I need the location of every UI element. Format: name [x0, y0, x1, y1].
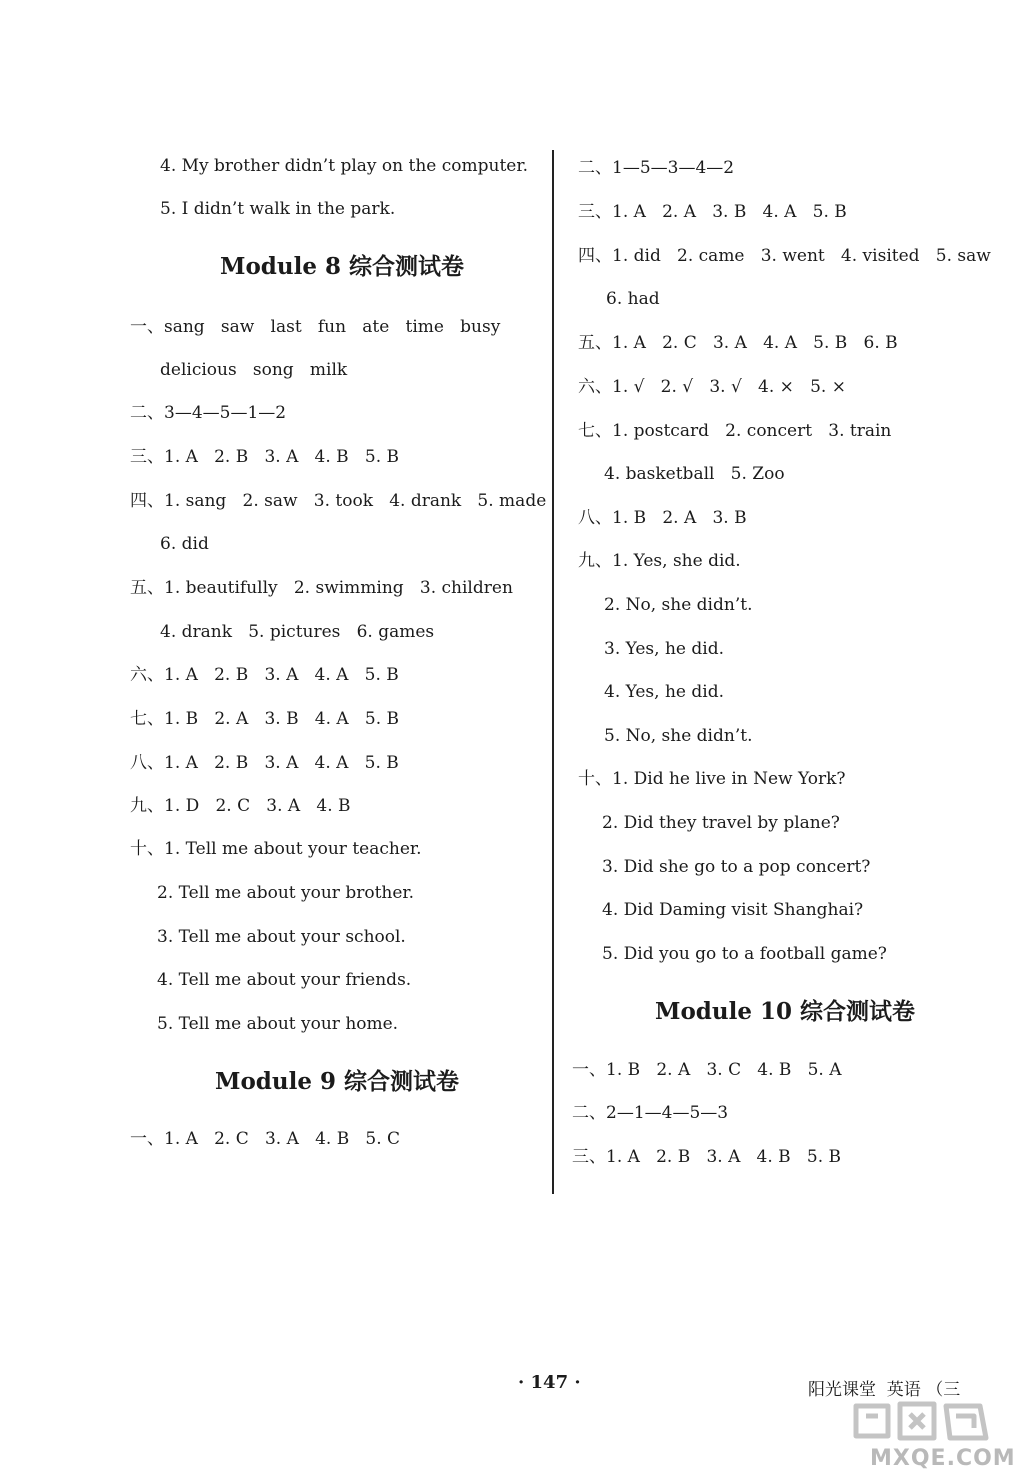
- answer-line: 十、1. Did he live in New York?: [578, 769, 846, 789]
- answer-line: 四、1. did 2. came 3. went 4. visited 5. saw: [578, 246, 991, 266]
- answer-line: 一、1. A 2. C 3. A 4. B 5. C: [130, 1129, 401, 1149]
- book-title: 阳光课堂 英语 （三: [808, 1380, 961, 1400]
- answer-line: delicious song milk: [160, 360, 348, 380]
- answer-line: 4. basketball 5. Zoo: [604, 464, 785, 484]
- answer-line: 三、1. A 2. A 3. B 4. A 5. B: [578, 202, 847, 222]
- answer-line: 4. Tell me about your friends.: [157, 970, 412, 990]
- answer-line: 八、1. A 2. B 3. A 4. A 5. B: [130, 753, 399, 773]
- answer-line: 四、1. sang 2. saw 3. took 4. drank 5. made: [130, 491, 547, 511]
- answer-line: 3. Tell me about your school.: [157, 927, 406, 947]
- answer-line: 六、1. √ 2. √ 3. √ 4. × 5. ×: [578, 377, 846, 397]
- answer-line: 一、1. B 2. A 3. C 4. B 5. A: [572, 1060, 842, 1080]
- page-number: · 147 ·: [518, 1372, 581, 1393]
- answer-line: 五、1. A 2. C 3. A 4. A 5. B 6. B: [578, 333, 898, 353]
- answer-line: 2. Tell me about your brother.: [157, 883, 415, 903]
- module-8-heading: Module 8 综合测试卷: [220, 253, 464, 280]
- module-10-heading: Module 10 综合测试卷: [655, 998, 915, 1025]
- answer-line: 2. No, she didn’t.: [604, 595, 753, 615]
- answer-line: 二、3—4—5—1—2: [130, 403, 287, 423]
- answer-line: 3. Did she go to a pop concert?: [602, 857, 871, 877]
- answer-line: 4. My brother didn’t play on the computer.: [160, 156, 528, 176]
- answer-line: 九、1. D 2. C 3. A 4. B: [130, 796, 351, 816]
- answer-line: 九、1. Yes, she did.: [578, 551, 741, 571]
- answer-line: 3. Yes, he did.: [604, 639, 724, 659]
- answer-line: 6. had: [606, 289, 660, 309]
- answer-line: 三、1. A 2. B 3. A 4. B 5. B: [572, 1147, 841, 1167]
- answer-line: 5. I didn’t walk in the park.: [160, 199, 396, 219]
- answer-line: 十、1. Tell me about your teacher.: [130, 839, 422, 859]
- column-divider: [552, 150, 554, 1194]
- answer-line: 5. No, she didn’t.: [604, 726, 753, 746]
- answer-line: 4. Did Daming visit Shanghai?: [602, 900, 864, 920]
- answer-line: 二、1—5—3—4—2: [578, 158, 735, 178]
- module-9-heading: Module 9 综合测试卷: [215, 1068, 459, 1095]
- answer-line: 七、1. postcard 2. concert 3. train: [578, 421, 892, 441]
- answer-line: 一、sang saw last fun ate time busy: [130, 317, 501, 337]
- answer-line: 二、2—1—4—5—3: [572, 1103, 729, 1123]
- answer-line: 5. Did you go to a football game?: [602, 944, 887, 964]
- answer-line: 五、1. beautifully 2. swimming 3. children: [130, 578, 513, 598]
- watermark-text: MXQE.COM: [870, 1446, 1016, 1471]
- answer-line: 三、1. A 2. B 3. A 4. B 5. B: [130, 447, 399, 467]
- answer-line: 5. Tell me about your home.: [157, 1014, 399, 1034]
- answer-line: 七、1. B 2. A 3. B 4. A 5. B: [130, 709, 399, 729]
- answer-line: 6. did: [160, 534, 209, 554]
- answer-line: 六、1. A 2. B 3. A 4. A 5. B: [130, 665, 399, 685]
- answer-line: 4. drank 5. pictures 6. games: [160, 622, 435, 642]
- answer-line: 八、1. B 2. A 3. B: [578, 508, 747, 528]
- answer-line: 2. Did they travel by plane?: [602, 813, 840, 833]
- answer-line: 4. Yes, he did.: [604, 682, 724, 702]
